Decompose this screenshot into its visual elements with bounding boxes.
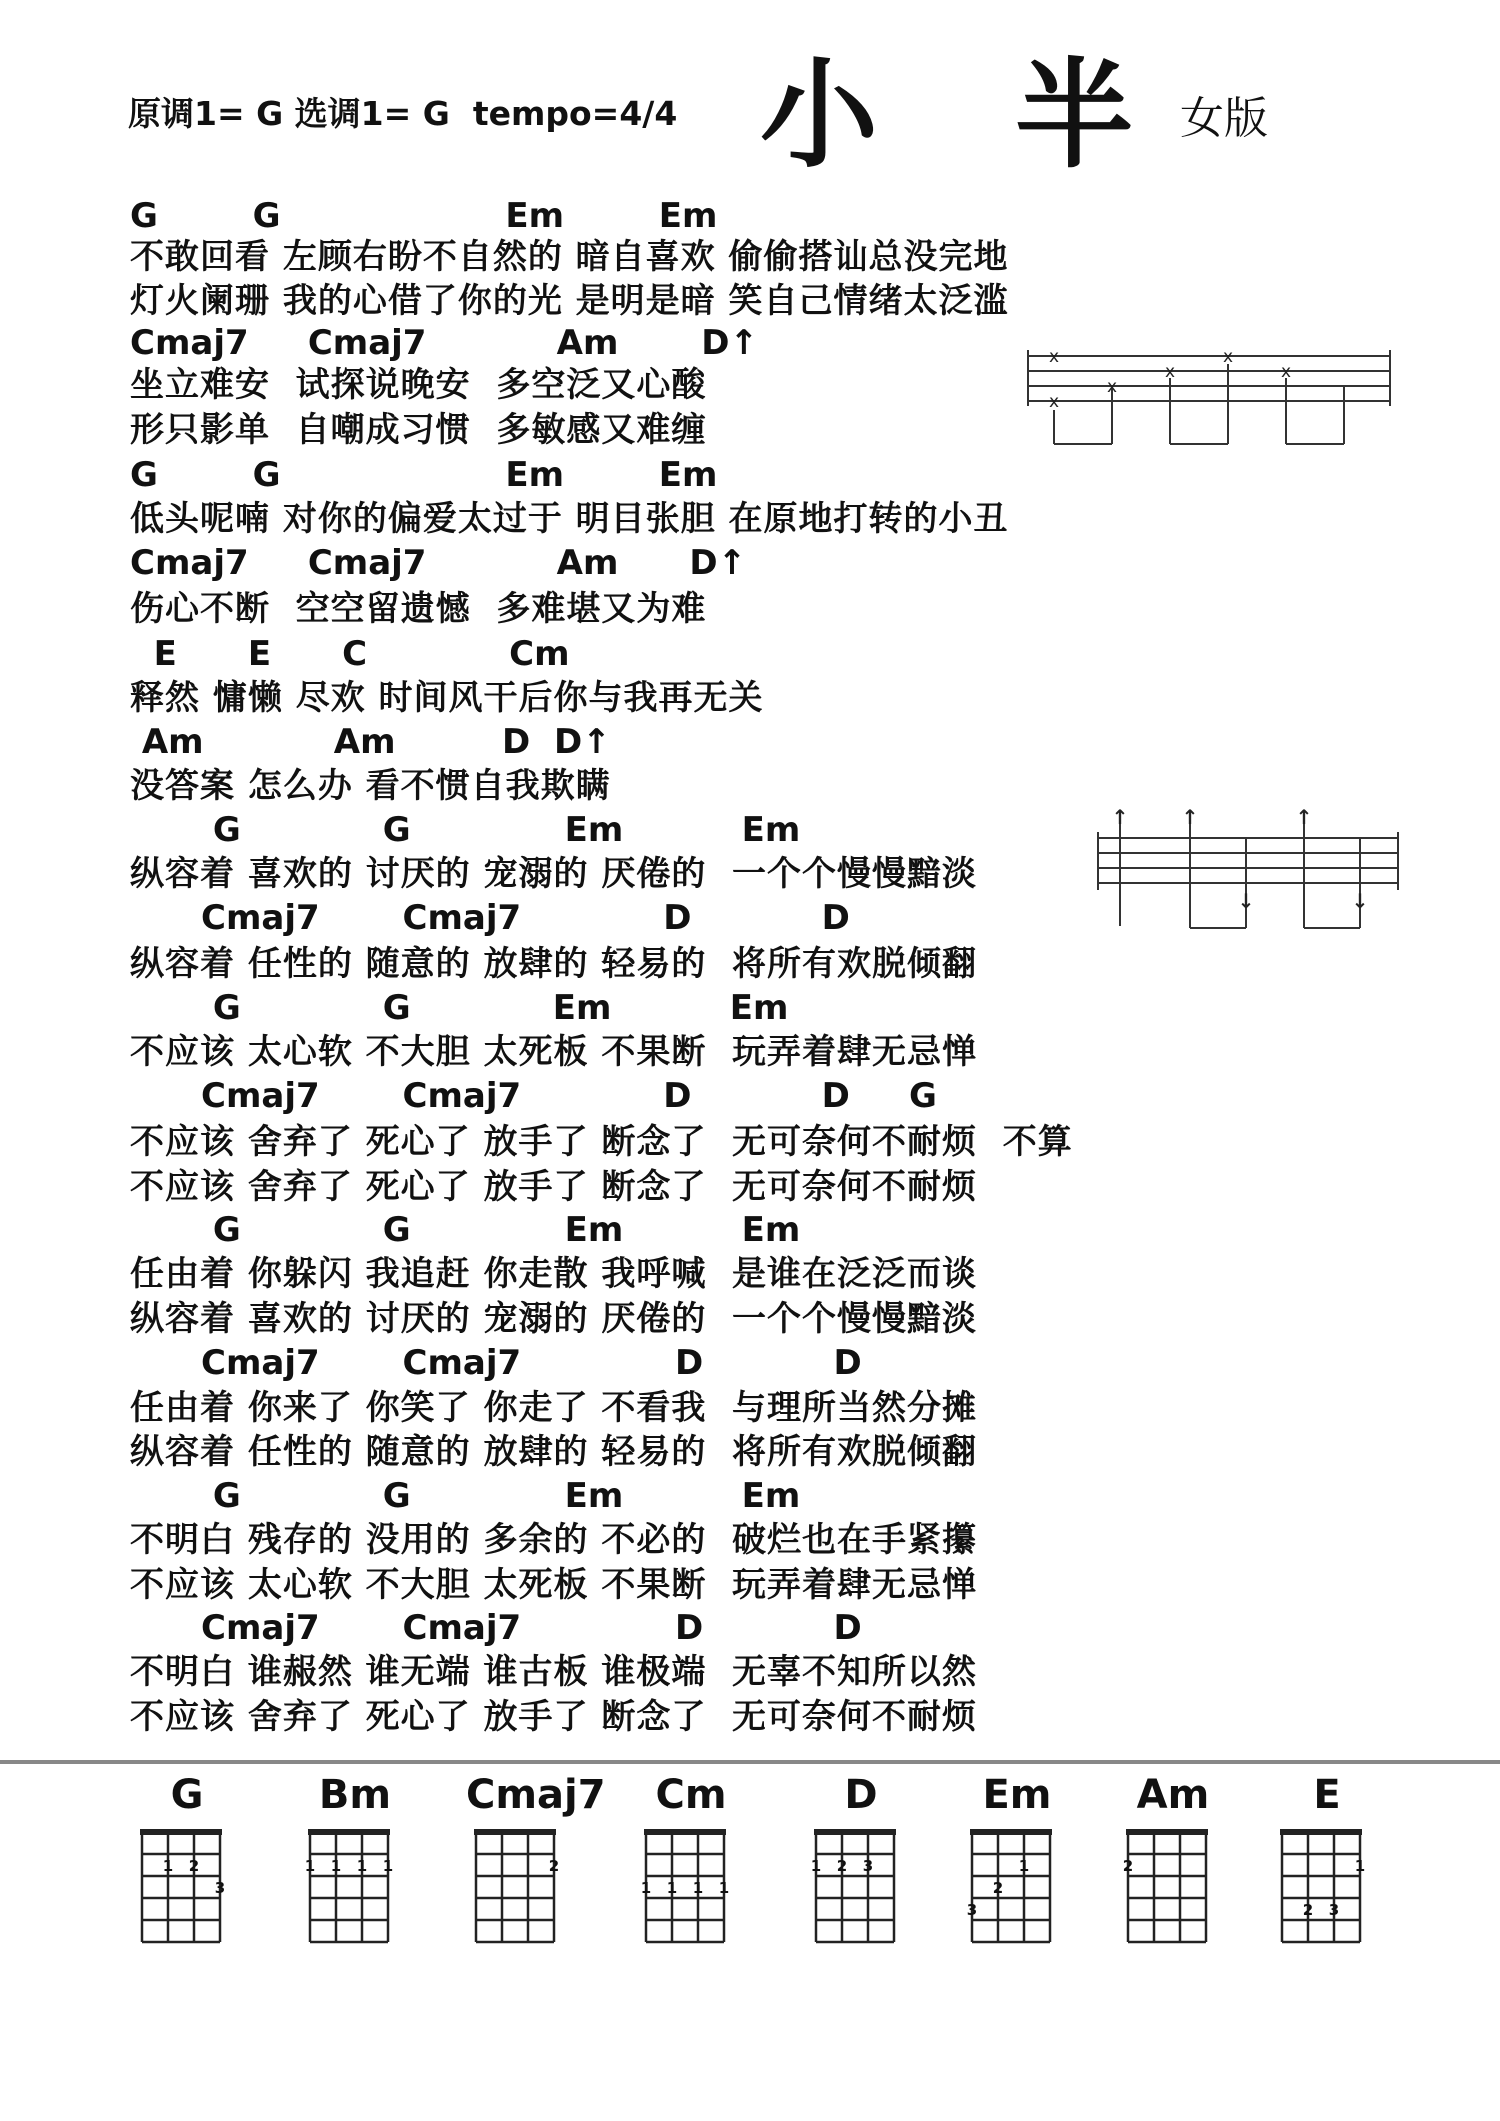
song-title: 小 半 bbox=[760, 46, 1182, 184]
finger-number: 1 bbox=[382, 1857, 394, 1875]
chord-line: Cmaj7 Cmaj7 D D bbox=[130, 1343, 862, 1383]
chord-line: G G Em Em bbox=[130, 1210, 801, 1250]
lyric-line: 不明白 谁赧然 谁无端 谁古板 谁极端 无辜不知所以然 bbox=[130, 1652, 978, 1692]
chord-line: Cmaj7 Cmaj7 Am D↑ bbox=[130, 323, 758, 363]
lyric-line: 不应该 太心软 不大胆 太死板 不果断 玩弄着肆无忌惮 bbox=[130, 1565, 978, 1605]
strumming-pattern-tab bbox=[1096, 808, 1400, 938]
lyric-line: 不明白 残存的 没用的 多余的 不必的 破烂也在手紧攥 bbox=[130, 1520, 978, 1560]
lyric-line: 任由着 你躲闪 我追赶 你走散 我呼喊 是谁在泛泛而谈 bbox=[130, 1254, 978, 1294]
chord-diagram-name: Cmaj7 bbox=[466, 1772, 606, 1818]
lyric-line: 不应该 太心软 不大胆 太死板 不果断 玩弄着肆无忌惮 bbox=[130, 1032, 978, 1072]
finger-number: 1 bbox=[356, 1857, 368, 1875]
section-divider bbox=[0, 1760, 1500, 1764]
lyric-line: 纵容着 喜欢的 讨厌的 宠溺的 厌倦的 一个个慢慢黯淡 bbox=[130, 854, 978, 894]
lyric-line: 形只影单 自嘲成习惯 多敏感又难缠 bbox=[130, 410, 707, 450]
lyric-line: 灯火阑珊 我的心借了你的光 是明是暗 笑自己情绪太泛滥 bbox=[130, 281, 1009, 321]
chord-diagram-name: G bbox=[170, 1772, 204, 1818]
chord-diagram bbox=[962, 1770, 1072, 1945]
chord-diagram-name: Cm bbox=[655, 1772, 727, 1818]
fretboard-grid bbox=[1118, 1820, 1228, 1945]
finger-number: 2 bbox=[188, 1857, 200, 1875]
finger-number: 1 bbox=[304, 1857, 316, 1875]
fretboard-grid bbox=[132, 1820, 242, 1945]
lyric-line: 任由着 你来了 你笑了 你走了 不看我 与理所当然分摊 bbox=[130, 1388, 978, 1428]
finger-number: 1 bbox=[162, 1857, 174, 1875]
chord-line: G G Em Em bbox=[130, 810, 801, 850]
finger-number: 1 bbox=[692, 1879, 704, 1897]
finger-number: 1 bbox=[1018, 1857, 1030, 1875]
tab-mark: x bbox=[1048, 347, 1060, 367]
finger-number: 3 bbox=[862, 1857, 874, 1875]
chord-line: Cmaj7 Cmaj7 D D G bbox=[130, 1076, 937, 1116]
finger-number: 3 bbox=[214, 1879, 226, 1897]
lyric-line: 不应该 舍弃了 死心了 放手了 断念了 无可奈何不耐烦 不算 bbox=[130, 1122, 1073, 1162]
tab-mark: x bbox=[1222, 347, 1234, 367]
finger-number: 2 bbox=[836, 1857, 848, 1875]
tab-mark: x bbox=[1280, 362, 1292, 382]
fretboard-grid bbox=[962, 1820, 1072, 1945]
fretboard-grid bbox=[300, 1820, 410, 1945]
key-tempo-info: 原调1= G 选调1= G tempo=4/4 bbox=[128, 94, 678, 133]
strum-up-arrow: ↑ bbox=[1295, 808, 1313, 829]
finger-number: 2 bbox=[548, 1857, 560, 1875]
chord-diagram bbox=[466, 1770, 606, 1945]
chord-diagram-name: D bbox=[844, 1772, 878, 1818]
finger-number: 1 bbox=[1354, 1857, 1366, 1875]
chord-line: Am Am D D↑ bbox=[130, 722, 611, 762]
finger-number: 1 bbox=[718, 1879, 730, 1897]
chord-diagram-name: Am bbox=[1136, 1772, 1210, 1818]
finger-number: 3 bbox=[966, 1901, 978, 1919]
strum-down-arrow: ↓ bbox=[1351, 889, 1369, 913]
fretboard-grid bbox=[636, 1820, 746, 1945]
chord-diagram bbox=[636, 1770, 746, 1945]
chord-diagram-name: E bbox=[1313, 1772, 1341, 1818]
chord-line: Cmaj7 Cmaj7 D D bbox=[130, 898, 850, 938]
chord-line: G G Em Em bbox=[130, 1476, 801, 1516]
finger-number: 1 bbox=[640, 1879, 652, 1897]
finger-number: 1 bbox=[330, 1857, 342, 1875]
version-label: 女版 bbox=[1180, 93, 1268, 144]
chord-line: Cmaj7 Cmaj7 Am D↑ bbox=[130, 543, 747, 583]
fretboard-grid bbox=[806, 1820, 916, 1945]
chord-diagram bbox=[1272, 1770, 1382, 1945]
lyric-line: 伤心不断 空空留遗憾 多难堪又为难 bbox=[130, 589, 707, 629]
lyric-line: 坐立难安 试探说晚安 多空泛又心酸 bbox=[130, 365, 707, 405]
chord-diagram-name: Bm bbox=[318, 1772, 392, 1818]
lyric-line: 释然 慵懒 尽欢 时间风干后你与我再无关 bbox=[130, 678, 764, 718]
chord-diagram bbox=[132, 1770, 242, 1945]
lyric-line: 不应该 舍弃了 死心了 放手了 断念了 无可奈何不耐烦 bbox=[130, 1167, 978, 1207]
strum-up-arrow: ↑ bbox=[1181, 808, 1199, 829]
lyric-line: 低头呢喃 对你的偏爱太过于 明目张胆 在原地打转的小丑 bbox=[130, 499, 1009, 539]
finger-number: 2 bbox=[1302, 1901, 1314, 1919]
lyric-line: 没答案 怎么办 看不惯自我欺瞒 bbox=[130, 766, 611, 806]
chord-line: G G Em Em bbox=[130, 988, 789, 1028]
picking-pattern-tab bbox=[1026, 340, 1392, 450]
chord-diagram bbox=[1118, 1770, 1228, 1945]
strum-down-arrow: ↓ bbox=[1237, 889, 1255, 913]
lyric-line: 不敢回看 左顾右盼不自然的 暗自喜欢 偷偷搭讪总没完地 bbox=[130, 237, 1009, 277]
fretboard-grid bbox=[466, 1820, 576, 1945]
chord-line: E E C Cm bbox=[130, 634, 570, 674]
tab-mark: x bbox=[1106, 377, 1118, 397]
tab-mark: x bbox=[1164, 362, 1176, 382]
chord-line: G G Em Em bbox=[130, 455, 718, 495]
chord-line: G G Em Em bbox=[130, 196, 718, 236]
finger-number: 1 bbox=[810, 1857, 822, 1875]
tab-mark: x bbox=[1048, 392, 1060, 412]
strum-up-arrow: ↑ bbox=[1111, 808, 1129, 829]
fretboard-grid bbox=[1272, 1820, 1382, 1945]
finger-number: 2 bbox=[1122, 1857, 1134, 1875]
lyric-line: 纵容着 喜欢的 讨厌的 宠溺的 厌倦的 一个个慢慢黯淡 bbox=[130, 1299, 978, 1339]
chord-diagram bbox=[806, 1770, 916, 1945]
finger-number: 1 bbox=[666, 1879, 678, 1897]
finger-number: 3 bbox=[1328, 1901, 1340, 1919]
finger-number: 2 bbox=[992, 1879, 1004, 1897]
chord-line: Cmaj7 Cmaj7 D D bbox=[130, 1608, 862, 1648]
chord-diagram bbox=[300, 1770, 410, 1945]
lyric-line: 纵容着 任性的 随意的 放肆的 轻易的 将所有欢脱倾翻 bbox=[130, 944, 978, 984]
chord-diagram-name: Em bbox=[982, 1772, 1052, 1818]
lyric-line: 不应该 舍弃了 死心了 放手了 断念了 无可奈何不耐烦 bbox=[130, 1697, 978, 1737]
lyric-line: 纵容着 任性的 随意的 放肆的 轻易的 将所有欢脱倾翻 bbox=[130, 1432, 978, 1472]
